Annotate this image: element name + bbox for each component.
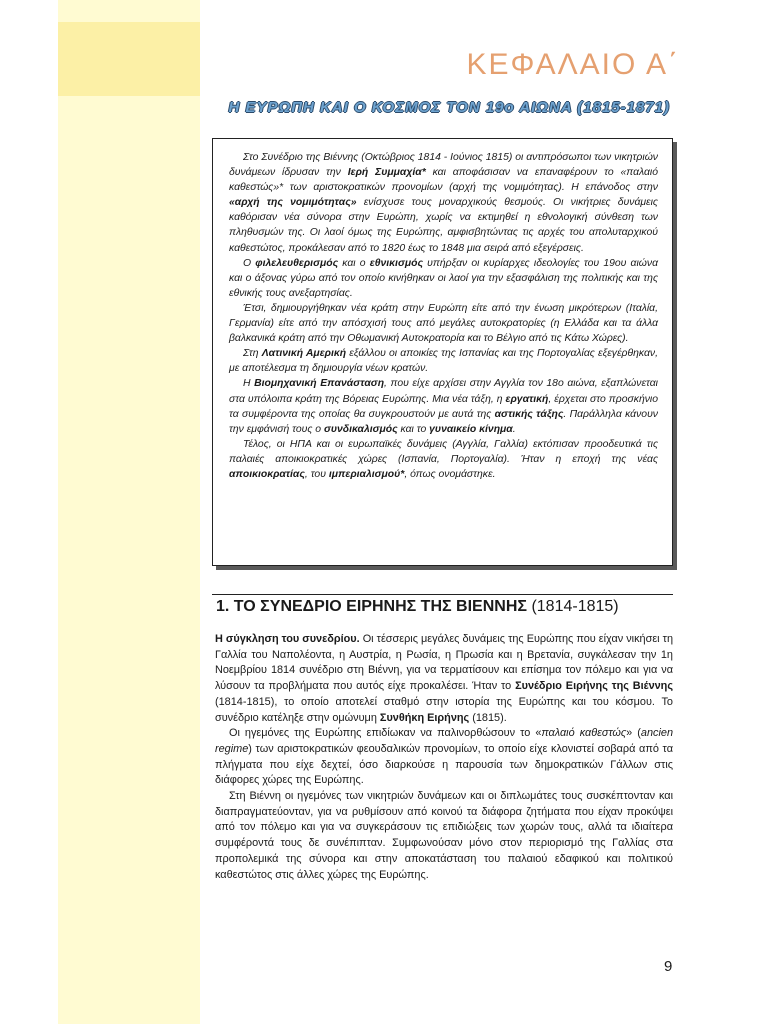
intro-keyword: εθνικισμός <box>369 257 423 269</box>
intro-keyword: Ιερή Συμμαχία* <box>347 167 426 179</box>
intro-paragraph <box>229 346 658 376</box>
body-italic: παλαιό καθεστώς <box>541 727 627 740</box>
intro-keyword: συνδικαλισμός <box>323 423 398 435</box>
intro-text: Στο Συνέδριο της Βιέννης (Οκτώβριος 1814 - Ιούνιος 1815) οι αντιπρόσωποι των νικητριών δυνάμεων ίδρυσαν την <box>229 152 658 179</box>
body-text: ) των αριστοκρατικών φεουδαλικών προνομίων, το οποίο είχε κλονιστεί σοβαρά από τα πλήγματα που είχε δεχτεί, όσο διαρκούσε η παρουσία των δημοκρατικών Γάλλων στις διάφορες χώρες της Ευρώπης. <box>215 742 673 787</box>
intro-text: , έρχεται στο προσκήνιο τα συμφέροντα της οποίας θα συγκρουστούν με αυτά της <box>229 393 659 420</box>
intro-keyword: ιμπεριαλισμού* <box>328 468 405 480</box>
section-years: (1814-1815) <box>531 598 619 615</box>
section-title: 1. ΤΟ ΣΥΝΕΔΡΙΟ ΕΙΡΗΝΗΣ ΤΗΣ ΒΙΕΝΝΗΣ <box>216 598 527 615</box>
intro-paragraph <box>229 437 658 482</box>
body-paragraph: Στη Βιέννη οι ηγεμόνες των νικητριών δυνάμεων και οι διπλωμάτες τους συσκέπτονταν και διαπραγματεύονταν, για να ρυθμίσουν από κοινού τα διάφορα ζητήματα που είχαν προκύψει από τον πόλεμο και για να συγκεράσουν τις επιδιώξεις των χωρών τους, αλλά τα ιδιαίτερα συμφέροντά τους δε συνέπιπταν. Συμφωνούσαν μόνο στον περιορισμό της Γαλλίας στα προπολεμικά της σύνορα και στην αποκατάσταση του παλαιού εδαφικού και πολιτικού καθεστώτος στις άλλες χώρες της Ευρώπης. <box>215 790 673 881</box>
page-number: 9 <box>664 958 673 975</box>
body-keyword: Συνέδριο Ειρήνης της Βιέννης <box>515 680 673 693</box>
body-text: Οι τέσσερις μεγάλες δυνάμεις της Ευρώπης που είχαν νικήσει τη Γαλλία του Ναπολέοντα, η Αυστρία, η Ρωσία, η Πρωσία και η Βρετανία, συγκάλεσαν την 1η Νοεμβρίου 1814 συνέδριο στη Βιέννη, για να τερματίσουν και επίσημα τον πόλεμο και για να λύσουν τα προβλήματα που αυτός είχε προκαλέσει. Ήταν το <box>215 633 673 693</box>
body-keyword: Η σύγκληση του συνεδρίου. <box>215 633 360 645</box>
intro-keyword: αποικιοκρατίας <box>229 468 305 480</box>
section-divider <box>212 594 673 595</box>
intro-paragraph: Έτσι, δημιουργήθηκαν νέα κράτη στην Ευρώπη είτε από την ένωση μικρότερων (Ιταλία, Γερμανία) είτε από την απόσχισή τους από μεγάλες αυτοκρατορίες (η Ελλάδα και τα άλλα βαλκανικά κράτη από την Οθωμανική Αυτοκρατορία και το Βέλγιο από τις Κάτω Χώρες). <box>229 302 658 345</box>
intro-keyword: εργατική <box>505 393 549 405</box>
chapter-title: ΚΕΦΑΛΑΙΟ Α΄ <box>466 48 680 81</box>
intro-keyword: αστικής τάξης <box>494 408 564 420</box>
intro-text: , όπως ονομάστηκε. <box>404 468 496 480</box>
intro-text: και το <box>397 423 430 435</box>
intro-paragraph <box>229 376 658 436</box>
body-italic: ancien regime <box>215 727 673 755</box>
intro-text: . <box>512 423 516 435</box>
intro-text: και αποφάσισαν να επαναφέρουν το «παλαιό καθεστώς»* των αριστοκρατικών προνομίων (αρχή της νομιμότητας). Η επάνοδος στην <box>229 167 658 194</box>
intro-text: . Παράλληλα κάνουν την εμφάνισή τους ο <box>229 408 658 435</box>
chapter-subtitle: Η ΕΥΡΩΠΗ ΚΑΙ Ο ΚΟΣΜΟΣ ΤΟΝ 19ο ΑΙΩΝΑ (1815-1871) <box>228 99 670 116</box>
intro-paragraph <box>229 150 658 256</box>
intro-text: Η <box>243 378 255 390</box>
intro-text: Ο <box>243 257 256 269</box>
intro-keyword: φιλελευθερισμός <box>255 257 339 269</box>
body-text: » ( <box>626 727 641 740</box>
intro-keyword: γυναικείο κίνημα <box>429 423 513 435</box>
chapter-intro-box <box>212 138 673 566</box>
intro-text: Τέλος, οι ΗΠΑ και οι ευρωπαϊκές δυνάμεις (Αγγλία, Γαλλία) εκτόπισαν προοδευτικά τις παλαιές αποικιοκρατικές χώρες (Ισπανία, Πορτογαλία). Ήταν η εποχή της νέας <box>229 438 658 465</box>
intro-text: , του <box>304 468 329 480</box>
intro-text: και ο <box>338 257 370 269</box>
body-text: Οι ηγεμόνες της Ευρώπης επιδίωκαν να παλινορθώσουν το « <box>229 727 542 740</box>
intro-keyword: Λατινική Αμερική <box>261 348 347 360</box>
intro-keyword: «αρχή της νομιμότητας» <box>229 197 357 209</box>
intro-paragraph <box>229 256 658 301</box>
intro-keyword: Βιομηχανική Επανάσταση <box>254 378 385 390</box>
section-body <box>215 632 673 883</box>
body-keyword: Συνθήκη Ειρήνης <box>379 711 470 724</box>
intro-text: ενίσχυσε τους μοναρχικούς θεσμούς. Οι νικήτριες δυνάμεις καθόρισαν νέα σύνορα στην Ευρώπη, χωρίς να εκτιμηθεί η εθνολογική σύνθεση των πληθυσμών της. Οι λαοί όμως της Ευρώπης, αμφισβητώντας τις αρχές του απολυταρχικού καθεστώτος, προκάλεσαν από το 1820 έως το 1848 μια σειρά από εξεγέρσεις. <box>229 197 658 254</box>
intro-text: εξάλλου οι αποικίες της Ισπανίας και της Πορτογαλίας εξεγέρθηκαν, με αποτέλεσμα τη δημιουργία νέων κρατών. <box>229 348 658 375</box>
body-paragraph <box>215 632 673 726</box>
intro-text: Στη <box>243 348 262 360</box>
chapter-tab <box>58 22 200 96</box>
body-text: (1815). <box>469 711 507 724</box>
body-paragraph <box>215 726 673 789</box>
body-text: (1814-1815), το οποίο αποτελεί σταθμό στην ιστορία της Ευρώπης και του κόσμου. Το συνέδριο κατέληξε στην ομώνυμη <box>215 695 673 724</box>
margin-band <box>58 0 200 1024</box>
section-heading <box>216 598 619 616</box>
intro-text: , που είχε αρχίσει στην Αγγλία τον 18ο αιώνα, εξαπλώνεται στα υπόλοιπα κράτη της Βόρειας Ευρώπης. Μια νέα τάξη, η <box>229 378 658 405</box>
intro-text: υπήρξαν οι κυρίαρχες ιδεολογίες του 19ου αιώνα και ο άξονας γύρω από τον οποίο κινήθηκαν οι λαοί για την εξασφάλιση της πολιτικής και της εθνικής τους ανεξαρτησίας. <box>229 257 658 299</box>
